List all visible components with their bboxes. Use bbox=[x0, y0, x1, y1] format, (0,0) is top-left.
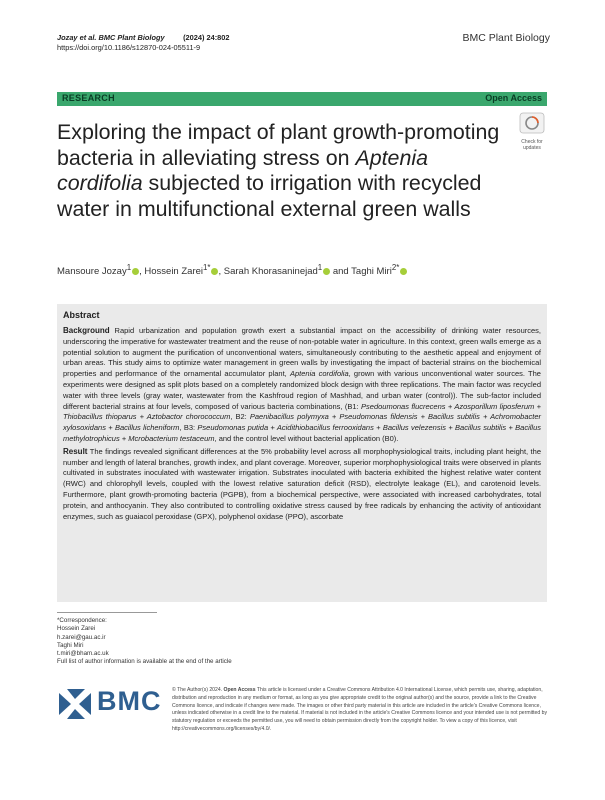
doi-link[interactable]: https://doi.org/10.1186/s12870-024-05511-9 bbox=[57, 43, 201, 52]
citation-year: (2024) 24:802 bbox=[183, 33, 230, 42]
check-for-updates-badge[interactable] bbox=[516, 112, 548, 151]
citation-authors: Jozay et al. BMC Plant Biology bbox=[57, 33, 165, 42]
author[interactable]: Hossein Zarei bbox=[144, 266, 203, 278]
author[interactable]: Taghi Miri bbox=[351, 266, 392, 278]
author[interactable]: Sarah Khorasaninejad bbox=[223, 266, 318, 278]
email-link[interactable]: t.miri@bham.ac.uk bbox=[57, 650, 109, 658]
abstract-result: Result The findings revealed significant differences at the 5% probability level across all morphophysiological traits, including plant height, the number and length of lateral branches, growth index, and plant coverage. Moreover, superior morphophysiological traits were observed in plants cultivated in substrates inoculated with wastewater irrigation. Substrates inoculated with bacteria exhibited the highest relative water content (RWC) and chlorophyll levels, coupled with the lowest relative saturation deficit (RSD), electrolyte leakage (EL), and carotenoid levels. Furthermore, plant growth-promoting bacteria (PGPB), from a biochemical perspective, were associated with increased carbohydrates, total protein, and anthocyanin. They also contributed to controlling oxidative stress caused by free radicals by enhancing the activity of antioxidant enzymes, such as guaiacol peroxidase (GPX), polyphenol oxidase (PPO), ascorbate bbox=[63, 446, 541, 521]
citation bbox=[57, 33, 230, 43]
bmc-logo-icon bbox=[57, 687, 93, 721]
journal-name: BMC Plant Biology bbox=[462, 32, 550, 44]
email-link[interactable]: h.zarei@gau.ac.ir bbox=[57, 633, 106, 641]
article-title: Exploring the impact of plant growth-promoting bacteria in alleviating stress on Aptenia cordifolia subjected to irrigation with recycled water in multifunctional external green walls bbox=[57, 120, 500, 221]
check-for-updates-label: Check for updates bbox=[521, 139, 543, 151]
check-for-updates-icon bbox=[516, 112, 548, 134]
author-list: Mansoure Jozay$^1$ , Hossein Zarei$^{1*}$ , Sarah Khorasaninejad$^1$ and Taghi Miri$^{2*}$ bbox=[57, 263, 407, 277]
orcid-icon[interactable] bbox=[400, 268, 407, 275]
abstract-background: Background Rapid urbanization and population growth exert a substantial impact on the accessibility of drinking water resources, underscoring the imperative for wastewater treatment and the reuse of non-potable water in agriculture. In this context, green walls emerge as a potential solution to augment the purification of unconventional waters, simultaneously contributing to the aesthetic appeal and enjoyment of urban areas. This study aims to optimize water management in green walls by investigating the impact of bacterial strains on the biochemical properties and performance of the ornamental accumulator plant, Aptenia cordifolia, grown with various unconventional water sources. The experiments were designed as split plots based on a completely randomized block design with three replications. The main factor was recycled water with three levels (gray water, wastewater from the Kashfroud region of Mashhad, and urban water (control)). The sub-factor included different bacterial strains at four levels, composed of various bacteria combinations, (B1: Psedoumonas flucrecens + Azosporillum liposferum + Thiobacillus thioparus + Aztobactor chorococcum, B2: Paenibacillus polymyxa + Pseudomonas fildensis + Bacillus subtilis + Achromobacter xylosoxidans + Bacillus licheniform, B3: Pseudomonas putida + Acidithiobacillus ferrooxidans + Bacillus velezensis + Bacillus subtilis + Bacillus methylotrophicus + Mcrobacterium testaceum, and the control level without bacterial application (B0). bbox=[63, 326, 542, 443]
open-access-label: Open Access bbox=[485, 93, 542, 103]
abstract-text bbox=[63, 326, 541, 522]
correspondence-block: *Correspondence: Hossein Zarei h.zarei@gau.ac.ir Taghi Miri t.miri@bham.ac.uk Full list of author information is available at the end of the article bbox=[57, 617, 232, 666]
license-text: © The Author(s) 2024. Open Access This article is licensed under a Creative Commons Attribution 4.0 International License, which permits use, sharing, adaptation, distribution and reproduction in any medium or format, as long as you give appropriate credit to the original author(s) and the source, provide a link to the Creative Commons licence, and indicate if changes were made. The images or other third party material in this article are included in the article's Creative Commons licence, unless indicated otherwise in a credit line to the material. If material is not included in the article's Creative Commons licence and your intended use is not permitted by statutory regulation or exceeds the permitted use, you will need to obtain permission directly from the copyright holder. To view a copy of this licence, visit http://creativecommons.org/licenses/by/4.0/. bbox=[172, 687, 547, 732]
author[interactable]: Mansoure Jozay bbox=[57, 266, 127, 278]
running-header bbox=[57, 33, 230, 53]
footnote-divider bbox=[57, 612, 157, 613]
bmc-logo-text: BMC bbox=[97, 686, 162, 716]
article-type-label: RESEARCH bbox=[62, 93, 115, 103]
bmc-logo bbox=[57, 686, 162, 726]
abstract-heading: Abstract bbox=[63, 310, 100, 320]
article-type-banner bbox=[57, 92, 547, 106]
title-species: Aptenia cordifolia bbox=[57, 145, 428, 195]
abstract-box bbox=[57, 304, 547, 602]
